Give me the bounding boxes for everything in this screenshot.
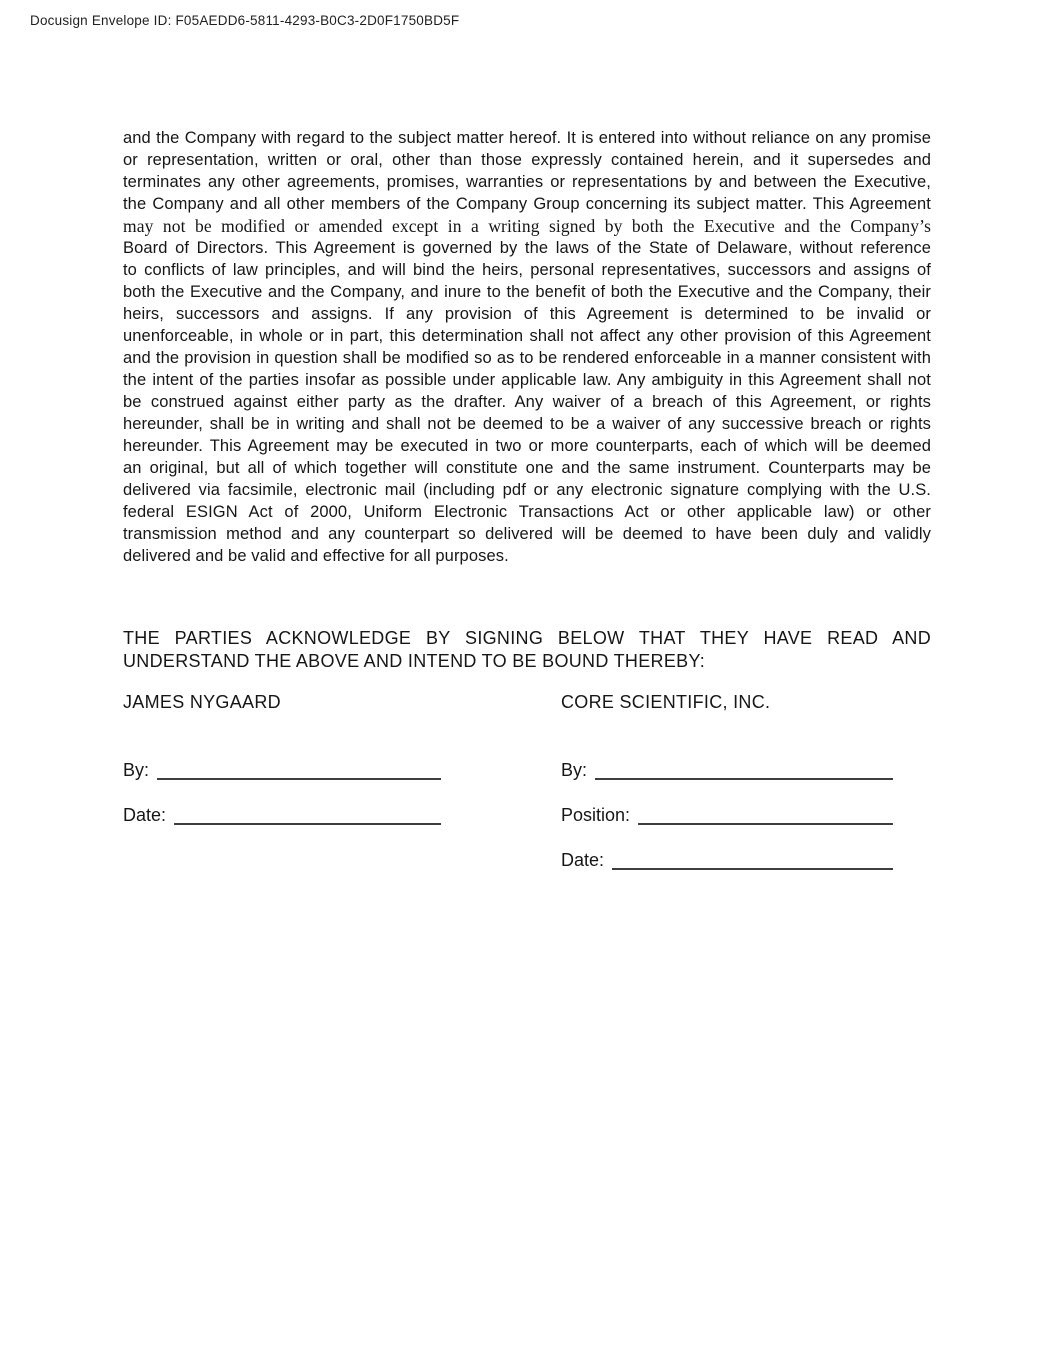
column-gap: [441, 759, 561, 894]
body-line: delivered via facsimile, electronic mail (including pdf or any electronic signature complying with the U.S.: [123, 481, 931, 499]
party-names-row: [123, 692, 931, 713]
company-by-row: [561, 759, 893, 781]
company-date-line: [612, 867, 893, 870]
body-line: Board of Directors. This Agreement is governed by the laws of the State of Delaware, without reference: [123, 239, 931, 257]
acknowledgment-line: UNDERSTAND THE ABOVE AND INTEND TO BE BOUND THEREBY:: [123, 651, 706, 671]
executive-name: JAMES NYGAARD: [123, 692, 281, 712]
body-line: the intent of the parties insofar as possible under applicable law. Any ambiguity in this Agreement shall not: [123, 371, 931, 389]
body-line: an original, but all of which together will constitute one and the same instrument. Counterparts may be: [123, 459, 931, 477]
executive-date-row: [123, 804, 441, 826]
docusign-envelope-id: Docusign Envelope ID: F05AEDD6-5811-4293-B0C3-2D0F1750BD5F: [30, 13, 460, 28]
date-label: Date:: [561, 850, 605, 870]
acknowledgment-line: THE PARTIES ACKNOWLEDGE BY SIGNING BELOW THAT THEY HAVE READ AND: [123, 628, 931, 648]
company-name: CORE SCIENTIFIC, INC.: [561, 692, 771, 712]
company-position-row: [561, 804, 893, 826]
body-line: terminates any other agreements, promises, warranties or representations by and between the Executive,: [123, 173, 931, 191]
body-line: be construed against either party as the drafter. Any waiver of a breach of this Agreement, or rights: [123, 393, 931, 411]
column-gap: [441, 692, 561, 713]
company-signature-column: [561, 759, 893, 894]
agreement-content: [123, 127, 931, 894]
acknowledgment-paragraph: [123, 627, 931, 673]
position-label: Position:: [561, 805, 631, 825]
body-line: hereunder. This Agreement may be executed in two or more counterparts, each of which will be deemed: [123, 437, 931, 455]
body-line: the Company and all other members of the Company Group concerning its subject matter. This Agreement: [123, 195, 931, 213]
date-label: Date:: [123, 805, 167, 825]
body-line: may not be modified or amended except in a writing signed by both the Executive and the Company’s: [123, 216, 931, 236]
body-line: and the Company with regard to the subject matter hereof. It is entered into without reliance on any promise: [123, 129, 931, 147]
agreement-body-paragraph: [123, 127, 931, 567]
executive-by-signature-line: [157, 777, 441, 780]
body-line: to conflicts of law principles, and will bind the heirs, personal representatives, successors and assigns of: [123, 261, 931, 279]
body-line: both the Executive and the Company, and inure to the benefit of both the Executive and the Company, their: [123, 283, 931, 301]
body-line: transmission method and any counterpart so delivered will be deemed to have been duly and validly: [123, 525, 931, 543]
body-line: unenforceable, in whole or in part, this determination shall not affect any other provision of this Agreement: [123, 327, 931, 345]
body-line: federal ESIGN Act of 2000, Uniform Electronic Transactions Act or other applicable law) or other: [123, 503, 931, 521]
by-label: By:: [123, 760, 150, 780]
body-line: delivered and be valid and effective for all purposes.: [123, 547, 509, 565]
body-line: heirs, successors and assigns. If any provision of this Agreement is determined to be invalid or: [123, 305, 931, 323]
executive-signature-column: [123, 759, 441, 894]
body-line: and the provision in question shall be modified so as to be rendered enforceable in a manner consistent with: [123, 349, 931, 367]
body-line: or representation, written or oral, other than those expressly contained herein, and it supersedes and: [123, 151, 931, 169]
executive-by-row: [123, 759, 441, 781]
body-line: hereunder, shall be in writing and shall not be deemed to be a waiver of any successive breach or rights: [123, 415, 931, 433]
company-date-row: [561, 849, 893, 871]
company-position-line: [638, 822, 893, 825]
signature-block: [123, 759, 931, 894]
executive-date-line: [174, 822, 441, 825]
by-label: By:: [561, 760, 588, 780]
company-by-signature-line: [595, 777, 893, 780]
